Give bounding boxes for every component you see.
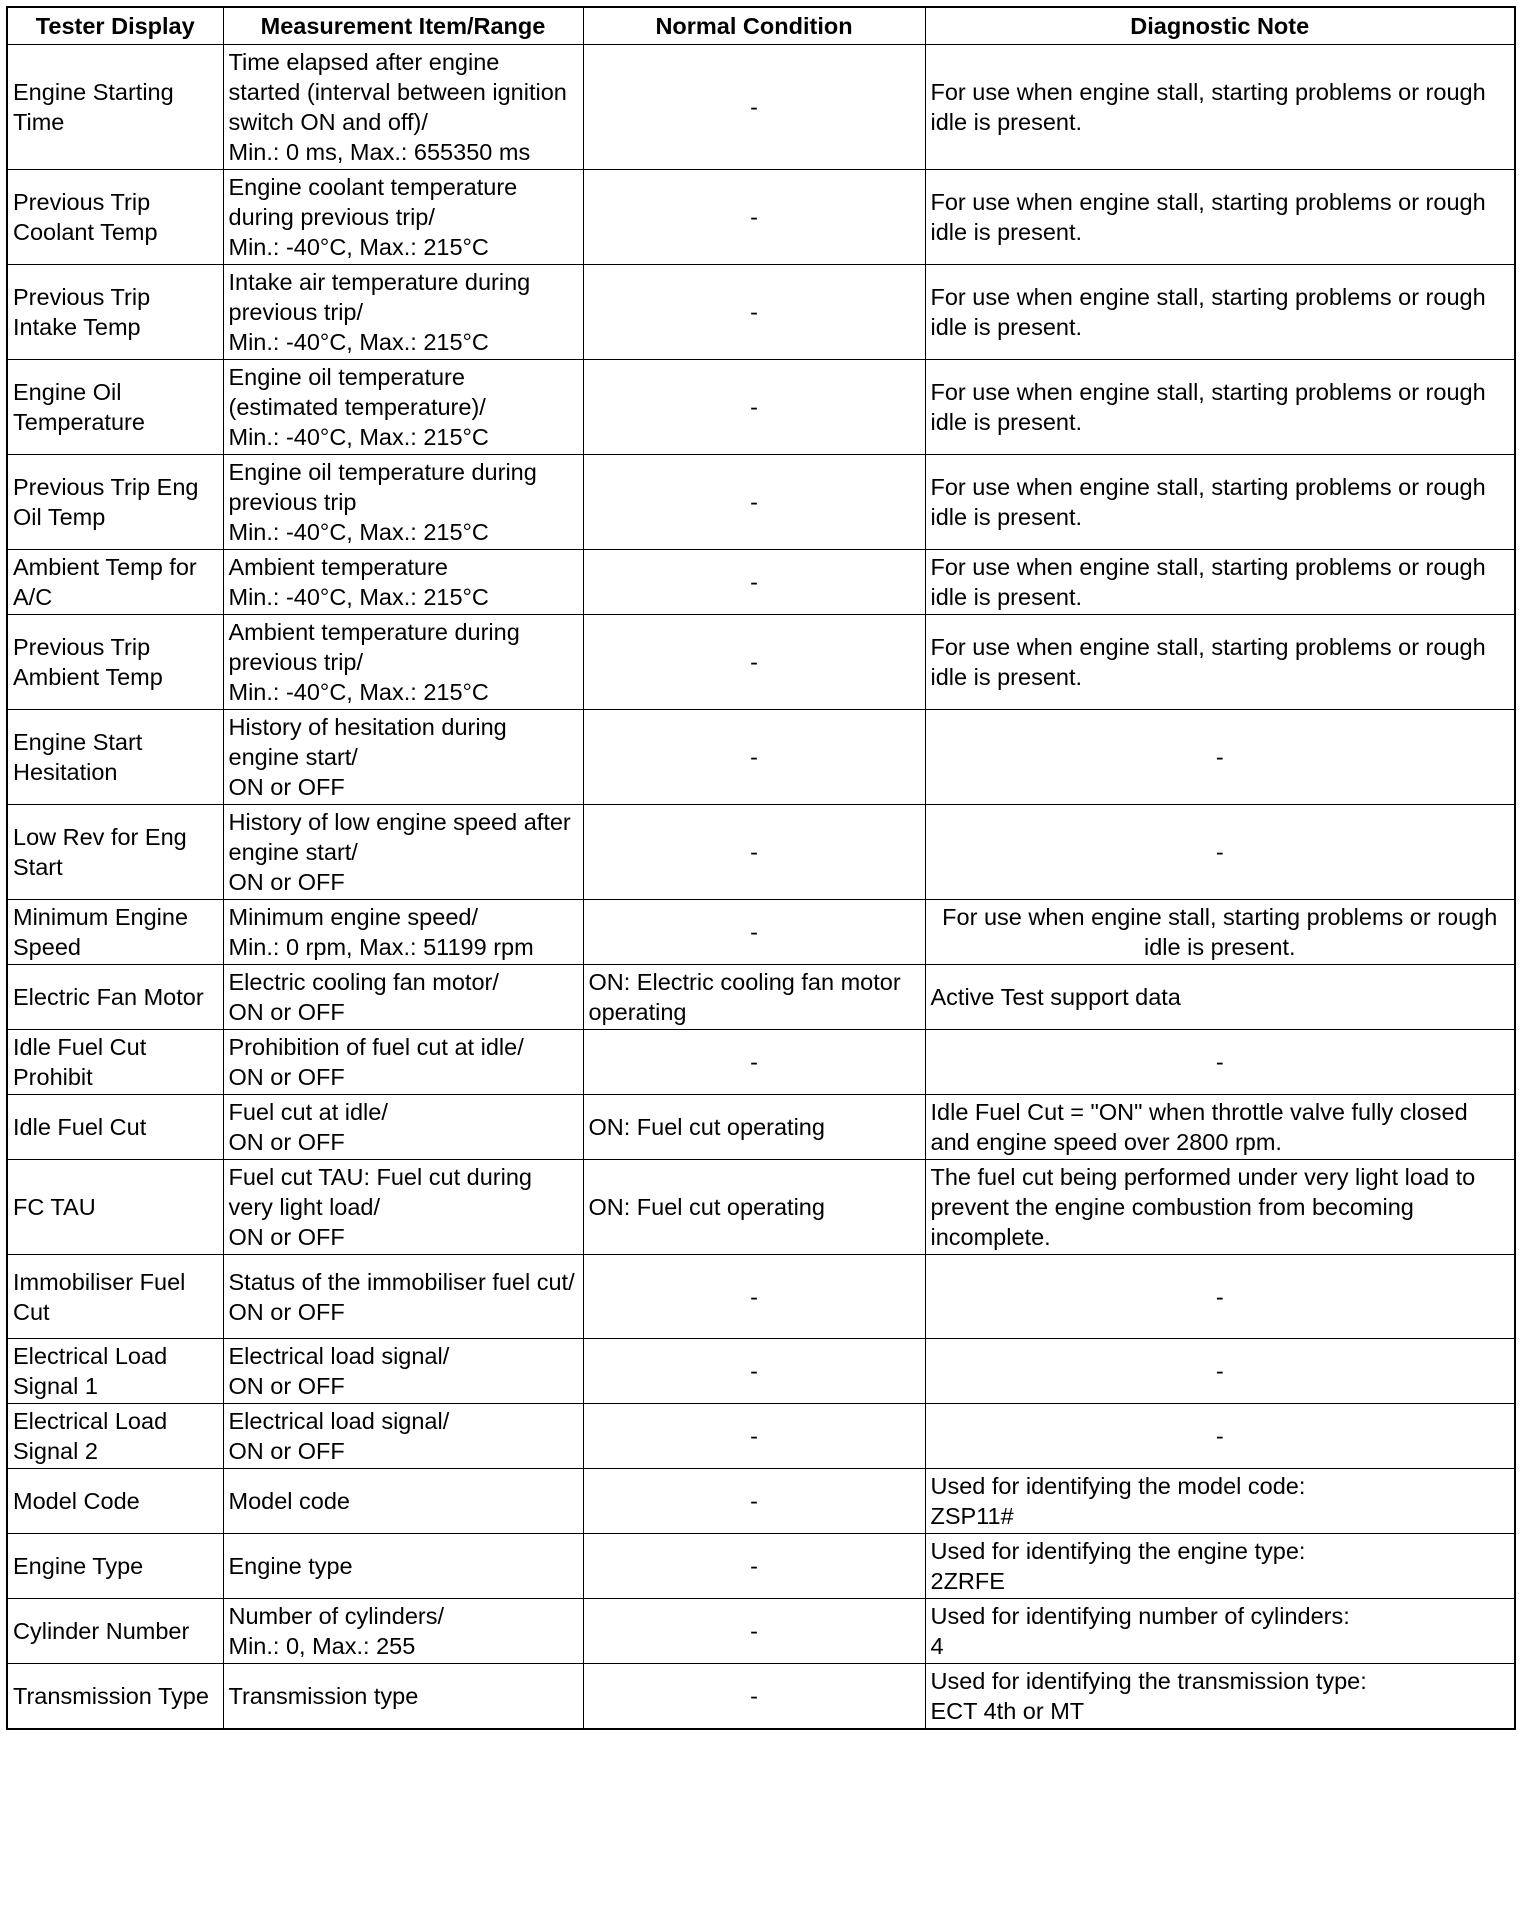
cell-diagnostic-note: For use when engine stall, starting problems or rough idle is present. [925,360,1515,455]
cell-normal-condition: - [583,360,925,455]
table-header-row [7,7,1515,45]
cell-tester-display: Cylinder Number [7,1599,223,1664]
cell-normal-condition: - [583,170,925,265]
table-row [7,1160,1515,1255]
table-row [7,710,1515,805]
cell-diagnostic-note: - [925,1339,1515,1404]
cell-normal-condition: - [583,1030,925,1095]
cell-normal-condition: - [583,805,925,900]
cell-normal-condition: - [583,1599,925,1664]
cell-diagnostic-note: - [925,1030,1515,1095]
cell-tester-display: Previous Trip Intake Temp [7,265,223,360]
cell-tester-display: Electrical Load Signal 2 [7,1404,223,1469]
cell-diagnostic-note: For use when engine stall, starting problems or rough idle is present. [925,615,1515,710]
cell-tester-display: Previous Trip Ambient Temp [7,615,223,710]
cell-measurement-item: Status of the immobiliser fuel cut/ ON or OFF [223,1255,583,1339]
table-row [7,360,1515,455]
cell-diagnostic-note: - [925,710,1515,805]
cell-tester-display: Engine Starting Time [7,45,223,170]
cell-diagnostic-note: Used for identifying the engine type: 2ZRFE [925,1534,1515,1599]
cell-normal-condition: - [583,710,925,805]
cell-normal-condition: - [583,1534,925,1599]
cell-measurement-item: Model code [223,1469,583,1534]
cell-normal-condition: - [583,1339,925,1404]
table-row [7,1030,1515,1095]
table-row [7,550,1515,615]
cell-diagnostic-note: Used for identifying the model code: ZSP11# [925,1469,1515,1534]
cell-diagnostic-note: For use when engine stall, starting problems or rough idle is present. [925,900,1515,965]
cell-measurement-item: Engine oil temperature during previous trip Min.: -40°C, Max.: 215°C [223,455,583,550]
cell-tester-display: Ambient Temp for A/C [7,550,223,615]
cell-measurement-item: Engine type [223,1534,583,1599]
table-row [7,1255,1515,1339]
cell-measurement-item: Engine coolant temperature during previous trip/ Min.: -40°C, Max.: 215°C [223,170,583,265]
cell-normal-condition: - [583,615,925,710]
cell-normal-condition: - [583,1255,925,1339]
table-row [7,170,1515,265]
cell-diagnostic-note: Used for identifying number of cylinders: 4 [925,1599,1515,1664]
data-list-table-container [6,6,1514,1730]
table-body [7,45,1515,1730]
data-list-table [6,6,1516,1730]
cell-normal-condition: - [583,1664,925,1730]
cell-normal-condition: ON: Fuel cut operating [583,1160,925,1255]
cell-measurement-item: Prohibition of fuel cut at idle/ ON or OFF [223,1030,583,1095]
cell-measurement-item: Fuel cut at idle/ ON or OFF [223,1095,583,1160]
header-diagnostic-note: Diagnostic Note [925,7,1515,45]
cell-diagnostic-note: For use when engine stall, starting problems or rough idle is present. [925,550,1515,615]
cell-measurement-item: Minimum engine speed/ Min.: 0 rpm, Max.: 51199 rpm [223,900,583,965]
cell-normal-condition: ON: Fuel cut operating [583,1095,925,1160]
cell-normal-condition: - [583,550,925,615]
cell-normal-condition: - [583,455,925,550]
table-row [7,1664,1515,1730]
cell-normal-condition: - [583,265,925,360]
cell-normal-condition: - [583,900,925,965]
cell-diagnostic-note: For use when engine stall, starting problems or rough idle is present. [925,170,1515,265]
table-row [7,45,1515,170]
cell-tester-display: Idle Fuel Cut Prohibit [7,1030,223,1095]
cell-measurement-item: History of low engine speed after engine start/ ON or OFF [223,805,583,900]
cell-tester-display: Engine Type [7,1534,223,1599]
table-row [7,455,1515,550]
cell-tester-display: Electrical Load Signal 1 [7,1339,223,1404]
cell-diagnostic-note: - [925,1255,1515,1339]
cell-measurement-item: Electric cooling fan motor/ ON or OFF [223,965,583,1030]
cell-tester-display: FC TAU [7,1160,223,1255]
cell-normal-condition: ON: Electric cooling fan motor operating [583,965,925,1030]
cell-measurement-item: Ambient temperature during previous trip/ Min.: -40°C, Max.: 215°C [223,615,583,710]
cell-normal-condition: - [583,45,925,170]
cell-measurement-item: History of hesitation during engine start/ ON or OFF [223,710,583,805]
cell-tester-display: Engine Oil Temperature [7,360,223,455]
cell-diagnostic-note: For use when engine stall, starting problems or rough idle is present. [925,265,1515,360]
cell-tester-display: Immobiliser Fuel Cut [7,1255,223,1339]
table-row [7,805,1515,900]
header-normal-condition: Normal Condition [583,7,925,45]
table-row [7,265,1515,360]
cell-tester-display: Previous Trip Eng Oil Temp [7,455,223,550]
table-row [7,1339,1515,1404]
cell-tester-display: Minimum Engine Speed [7,900,223,965]
table-row [7,615,1515,710]
header-tester-display: Tester Display [7,7,223,45]
table-row [7,1404,1515,1469]
cell-normal-condition: - [583,1404,925,1469]
cell-tester-display: Idle Fuel Cut [7,1095,223,1160]
cell-normal-condition: - [583,1469,925,1534]
cell-tester-display: Transmission Type [7,1664,223,1730]
cell-measurement-item: Intake air temperature during previous trip/ Min.: -40°C, Max.: 215°C [223,265,583,360]
cell-measurement-item: Time elapsed after engine started (interval between ignition switch ON and off)/ Min.: 0 ms, Max.: 655350 ms [223,45,583,170]
cell-diagnostic-note: - [925,1404,1515,1469]
cell-diagnostic-note: Used for identifying the transmission type: ECT 4th or MT [925,1664,1515,1730]
cell-measurement-item: Ambient temperature Min.: -40°C, Max.: 215°C [223,550,583,615]
table-row [7,1469,1515,1534]
header-measurement-item: Measurement Item/Range [223,7,583,45]
cell-measurement-item: Engine oil temperature (estimated temperature)/ Min.: -40°C, Max.: 215°C [223,360,583,455]
cell-tester-display: Low Rev for Eng Start [7,805,223,900]
cell-tester-display: Electric Fan Motor [7,965,223,1030]
cell-measurement-item: Number of cylinders/ Min.: 0, Max.: 255 [223,1599,583,1664]
table-row [7,965,1515,1030]
table-row [7,1095,1515,1160]
table-row [7,1599,1515,1664]
cell-measurement-item: Electrical load signal/ ON or OFF [223,1404,583,1469]
cell-diagnostic-note: Active Test support data [925,965,1515,1030]
cell-measurement-item: Transmission type [223,1664,583,1730]
table-row [7,1534,1515,1599]
cell-measurement-item: Fuel cut TAU: Fuel cut during very light load/ ON or OFF [223,1160,583,1255]
cell-diagnostic-note: Idle Fuel Cut = "ON" when throttle valve fully closed and engine speed over 2800 rpm. [925,1095,1515,1160]
cell-diagnostic-note: For use when engine stall, starting problems or rough idle is present. [925,45,1515,170]
cell-tester-display: Engine Start Hesitation [7,710,223,805]
cell-diagnostic-note: - [925,805,1515,900]
cell-diagnostic-note: For use when engine stall, starting problems or rough idle is present. [925,455,1515,550]
cell-measurement-item: Electrical load signal/ ON or OFF [223,1339,583,1404]
cell-tester-display: Model Code [7,1469,223,1534]
table-row [7,900,1515,965]
cell-diagnostic-note: The fuel cut being performed under very light load to prevent the engine combustion from becoming incomplete. [925,1160,1515,1255]
cell-tester-display: Previous Trip Coolant Temp [7,170,223,265]
